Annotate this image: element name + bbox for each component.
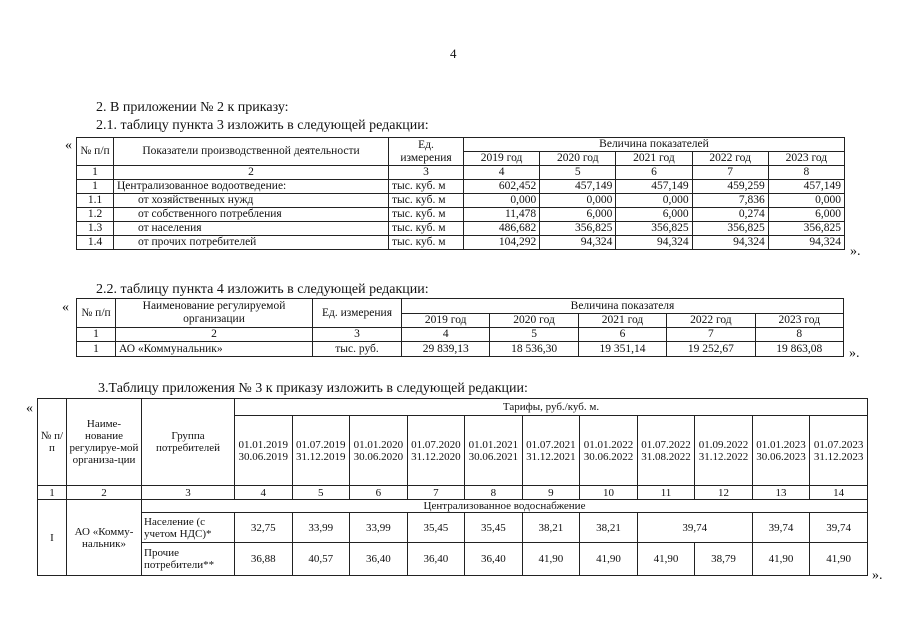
row-num: 1.3 xyxy=(77,222,114,236)
header-unit: Ед. измерения xyxy=(313,299,402,328)
paragraph-2-1: 2.1. таблицу пункта 3 изложить в следующей редакции: xyxy=(96,118,429,133)
period-cell xyxy=(695,416,753,486)
period-cell xyxy=(350,416,408,486)
header-num: № п/п xyxy=(38,399,67,486)
index-cell: 8 xyxy=(768,166,844,180)
tariff-value: 32,75 xyxy=(235,513,293,543)
index-cell: 3 xyxy=(142,486,235,500)
period-end: 31.08.2022 xyxy=(641,450,691,463)
index-cell: 6 xyxy=(616,166,692,180)
roman-numeral: I xyxy=(38,500,67,576)
value-cell: 0,000 xyxy=(540,194,616,208)
period-end: 30.06.2020 xyxy=(353,450,404,463)
index-cell: 9 xyxy=(522,486,580,500)
value-cell: 94,324 xyxy=(768,236,844,250)
period-end: 31.12.2021 xyxy=(526,450,576,463)
tariff-value: 36,40 xyxy=(350,543,408,576)
header-values: Величина показателя xyxy=(402,299,844,314)
table-row xyxy=(77,180,845,194)
value-cell: 0,000 xyxy=(464,194,540,208)
year-cell: 2022 год xyxy=(667,314,755,328)
tariff-value: 36,40 xyxy=(465,543,523,576)
tariff-value: 41,90 xyxy=(752,543,810,576)
value-cell: 94,324 xyxy=(692,236,768,250)
index-cell: 5 xyxy=(540,166,616,180)
tariff-value: 35,45 xyxy=(407,513,465,543)
period-cell xyxy=(580,416,638,486)
index-cell: 1 xyxy=(77,328,116,342)
index-cell: 1 xyxy=(77,166,114,180)
year-cell: 2019 год xyxy=(464,152,540,166)
row-num: 1.2 xyxy=(77,208,114,222)
value-cell: 457,149 xyxy=(616,180,692,194)
year-cell: 2020 год xyxy=(540,152,616,166)
index-cell: 8 xyxy=(465,486,523,500)
index-cell: 7 xyxy=(692,166,768,180)
open-quote-2: « xyxy=(62,300,69,315)
period-start: 01.01.2023 xyxy=(756,438,806,451)
row-name: от прочих потребителей xyxy=(114,236,389,250)
value-cell: 356,825 xyxy=(616,222,692,236)
tariff-value: 41,90 xyxy=(637,543,695,576)
period-start: 01.01.2020 xyxy=(353,438,404,451)
group-other: Прочие потребители** xyxy=(142,543,235,576)
period-end: 31.12.2022 xyxy=(698,450,749,463)
period-cell xyxy=(637,416,695,486)
period-cell xyxy=(465,416,523,486)
period-end: 30.06.2022 xyxy=(583,450,634,463)
value-cell: 104,292 xyxy=(464,236,540,250)
period-start: 01.07.2019 xyxy=(296,438,346,451)
index-cell: 3 xyxy=(313,328,402,342)
value-cell: 6,000 xyxy=(768,208,844,222)
row-unit: тыс. куб. м xyxy=(389,222,464,236)
table-row xyxy=(77,208,845,222)
value-cell: 19 252,67 xyxy=(667,342,755,357)
index-cell: 13 xyxy=(752,486,810,500)
index-cell: 8 xyxy=(755,328,843,342)
year-cell: 2023 год xyxy=(755,314,843,328)
year-cell: 2021 год xyxy=(578,314,666,328)
tariff-value: 36,88 xyxy=(235,543,293,576)
page-number: 4 xyxy=(450,46,457,61)
tariff-value: 41,90 xyxy=(580,543,638,576)
period-cell xyxy=(292,416,350,486)
row-name: от населения xyxy=(114,222,389,236)
value-cell: 18 536,30 xyxy=(490,342,578,357)
header-num: № п/п xyxy=(77,138,114,166)
row-name: АО «Коммунальник» xyxy=(116,342,313,357)
row-unit: тыс. куб. м xyxy=(389,236,464,250)
index-cell: 3 xyxy=(389,166,464,180)
index-cell: 2 xyxy=(114,166,389,180)
value-cell: 486,682 xyxy=(464,222,540,236)
tariff-value: 39,74 xyxy=(810,513,868,543)
tariff-value: 33,99 xyxy=(350,513,408,543)
tariff-value: 36,40 xyxy=(407,543,465,576)
section-title: Централизованное водоснабжение xyxy=(142,500,868,513)
index-cell: 7 xyxy=(407,486,465,500)
index-cell: 5 xyxy=(292,486,350,500)
index-cell: 5 xyxy=(490,328,578,342)
period-start: 01.07.2020 xyxy=(411,438,461,451)
period-start: 01.01.2019 xyxy=(238,438,289,451)
revenue-table xyxy=(76,298,844,357)
row-num: 1.1 xyxy=(77,194,114,208)
year-cell: 2019 год xyxy=(402,314,490,328)
index-cell: 2 xyxy=(67,486,142,500)
value-cell: 94,324 xyxy=(540,236,616,250)
year-cell: 2021 год xyxy=(616,152,692,166)
value-cell: 356,825 xyxy=(540,222,616,236)
tariff-table xyxy=(37,398,868,576)
open-quote: « xyxy=(65,138,72,153)
table-row xyxy=(77,222,845,236)
paragraph-2: 2. В приложении № 2 к приказу: xyxy=(96,100,289,115)
open-quote-3: « xyxy=(26,401,33,416)
table-row xyxy=(77,194,845,208)
period-start: 01.07.2022 xyxy=(641,438,691,451)
index-cell: 7 xyxy=(667,328,755,342)
year-cell: 2023 год xyxy=(768,152,844,166)
period-cell xyxy=(407,416,465,486)
header-tariffs: Тарифы, руб./куб. м. xyxy=(235,399,868,416)
tariff-value: 38,79 xyxy=(695,543,753,576)
tariff-value: 41,90 xyxy=(810,543,868,576)
value-cell: 457,149 xyxy=(540,180,616,194)
period-start: 01.01.2021 xyxy=(468,438,519,451)
period-end: 30.06.2021 xyxy=(468,450,519,463)
tariff-value: 38,21 xyxy=(580,513,638,543)
table-row xyxy=(77,236,845,250)
period-cell xyxy=(235,416,293,486)
index-cell: 2 xyxy=(116,328,313,342)
row-num: 1 xyxy=(77,180,114,194)
header-group: Группа потребителей xyxy=(142,399,235,486)
index-cell: 1 xyxy=(38,486,67,500)
row-unit: тыс. куб. м xyxy=(389,194,464,208)
header-org: Наименование регулируемой организации xyxy=(116,299,313,328)
value-cell: 356,825 xyxy=(692,222,768,236)
value-cell: 7,836 xyxy=(692,194,768,208)
value-cell: 602,452 xyxy=(464,180,540,194)
index-cell: 14 xyxy=(810,486,868,500)
year-cell: 2020 год xyxy=(490,314,578,328)
production-table xyxy=(76,137,845,250)
group-population: Население (с учетом НДС)* xyxy=(142,513,235,543)
index-cell: 4 xyxy=(402,328,490,342)
tariff-value: 33,99 xyxy=(292,513,350,543)
tariff-value: 35,45 xyxy=(465,513,523,543)
period-cell xyxy=(522,416,580,486)
close-quote-2: ». xyxy=(849,346,860,361)
index-cell: 4 xyxy=(464,166,540,180)
value-cell: 11,478 xyxy=(464,208,540,222)
value-cell: 94,324 xyxy=(616,236,692,250)
close-quote-3: ». xyxy=(872,568,883,583)
header-org: Наиме-нование регулируе-мой организа-ции xyxy=(67,399,142,486)
period-end: 31.12.2020 xyxy=(411,450,461,463)
org-name: АО «Комму-нальник» xyxy=(67,500,142,576)
tariff-value: 39,74 xyxy=(637,513,752,543)
value-cell: 0,000 xyxy=(616,194,692,208)
value-cell: 0,274 xyxy=(692,208,768,222)
period-cell xyxy=(810,416,868,486)
row-num: 1.4 xyxy=(77,236,114,250)
value-cell: 19 351,14 xyxy=(578,342,666,357)
paragraph-2-2: 2.2. таблицу пункта 4 изложить в следующей редакции: xyxy=(96,282,429,297)
header-num: № п/п xyxy=(77,299,116,328)
header-unit: Ед. измерения xyxy=(389,138,464,166)
period-end: 31.12.2019 xyxy=(296,450,346,463)
index-cell: 12 xyxy=(695,486,753,500)
index-cell: 10 xyxy=(580,486,638,500)
period-end: 30.06.2019 xyxy=(238,450,289,463)
value-cell: 29 839,13 xyxy=(402,342,490,357)
tariff-value: 38,21 xyxy=(522,513,580,543)
period-start: 01.07.2021 xyxy=(526,438,576,451)
value-cell: 0,000 xyxy=(768,194,844,208)
period-end: 30.06.2023 xyxy=(756,450,806,463)
period-start: 01.01.2022 xyxy=(583,438,634,451)
row-unit: тыс. руб. xyxy=(313,342,402,357)
tariff-value: 41,90 xyxy=(522,543,580,576)
period-end: 31.12.2023 xyxy=(813,450,864,463)
period-start: 01.07.2023 xyxy=(813,438,864,451)
index-cell: 4 xyxy=(235,486,293,500)
period-start: 01.09.2022 xyxy=(698,438,749,451)
row-name: от собственного потребления xyxy=(114,208,389,222)
row-unit: тыс. куб. м xyxy=(389,180,464,194)
close-quote: ». xyxy=(850,244,861,259)
value-cell: 356,825 xyxy=(768,222,844,236)
index-cell: 6 xyxy=(578,328,666,342)
year-cell: 2022 год xyxy=(692,152,768,166)
period-cell xyxy=(752,416,810,486)
value-cell: 457,149 xyxy=(768,180,844,194)
paragraph-3: 3.Таблицу приложения № 3 к приказу изложить в следующей редакции: xyxy=(98,381,528,396)
index-cell: 6 xyxy=(350,486,408,500)
value-cell: 6,000 xyxy=(616,208,692,222)
tariff-value: 39,74 xyxy=(752,513,810,543)
row-num: 1 xyxy=(77,342,116,357)
row-name: Централизованное водоотведение: xyxy=(114,180,389,194)
value-cell: 19 863,08 xyxy=(755,342,843,357)
header-indicator: Показатели производственной деятельности xyxy=(114,138,389,166)
row-name: от хозяйственных нужд xyxy=(114,194,389,208)
header-values: Величина показателей xyxy=(464,138,845,152)
value-cell: 6,000 xyxy=(540,208,616,222)
index-cell: 11 xyxy=(637,486,695,500)
value-cell: 459,259 xyxy=(692,180,768,194)
row-unit: тыс. куб. м xyxy=(389,208,464,222)
tariff-value: 40,57 xyxy=(292,543,350,576)
